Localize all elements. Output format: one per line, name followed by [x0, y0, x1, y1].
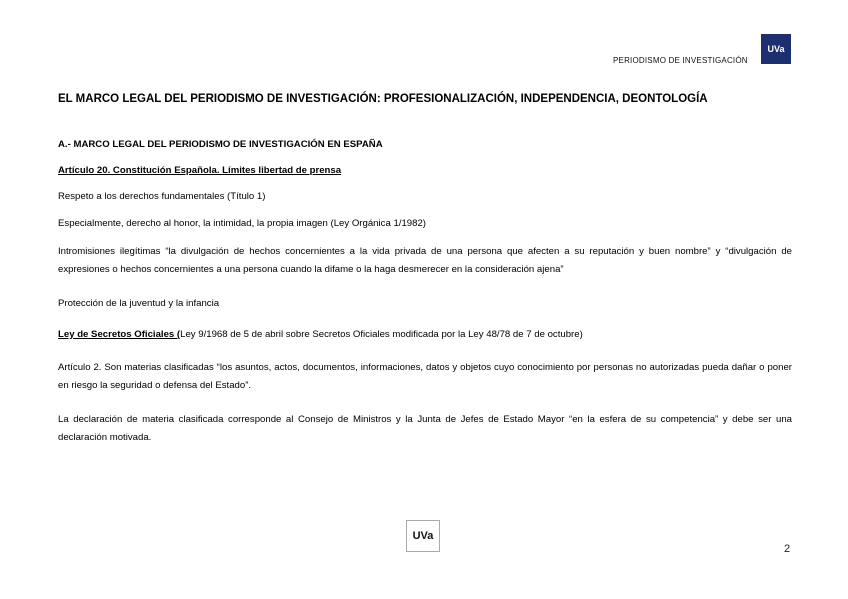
article-heading: Artículo 20. Constitución Española. Límites libertad de prensa	[58, 165, 342, 176]
page-number: 2	[784, 543, 791, 555]
paragraph-juventud: Protección de la juventud y la infancia	[58, 298, 220, 309]
section-heading: A.- MARCO LEGAL DEL PERIODISMO DE INVESTIGACIÓN EN ESPAÑA	[58, 139, 383, 150]
footer-uva-logo: UVa	[406, 520, 440, 552]
law-description: Ley 9/1968 de 5 de abril sobre Secretos Oficiales modificada por la Ley 48/78 de 7 de octubre)	[180, 329, 583, 340]
paragraph-declaracion: La declaración de materia clasificada corresponde al Consejo de Ministros y la Junta de Jefes de Estado Mayor “en la esfera de su competencia” y debe ser una declaración motivada.	[58, 414, 792, 443]
paragraph-ley-secretos	[58, 326, 792, 344]
header-label: PERIODISMO DE INVESTIGACIÓN	[613, 56, 748, 65]
paragraph-honor: Especialmente, derecho al honor, la intimidad, la propia imagen (Ley Orgánica 1/1982)	[58, 218, 426, 229]
paragraph-intromisiones: Intromisiones ilegítimas “la divulgación de hechos concernientes a la vida privada de una persona que afecten a su reputación y buen nombre” y “divulgación de expresiones o hechos concernientes a una persona cuando la difame o la haga desmerecer en la consideración ajena”	[58, 246, 792, 275]
paragraph-rights: Respeto a los derechos fundamentales (Título 1)	[58, 191, 266, 202]
document-title: EL MARCO LEGAL DEL PERIODISMO DE INVESTIGACIÓN: PROFESIONALIZACIÓN, INDEPENDENCIA, DEONTOLOGÍA	[58, 93, 708, 105]
paragraph-articulo-2: Artículo 2. Son materias clasificadas “los asuntos, actos, documentos, informaciones, datos y objetos cuyo conocimiento por personas no autorizadas pueda dañar o poner en riesgo la seguridad o defensa del Estado”.	[58, 362, 792, 391]
law-heading: Ley de Secretos Oficiales (	[58, 329, 181, 340]
uva-logo: UVa	[761, 34, 791, 64]
